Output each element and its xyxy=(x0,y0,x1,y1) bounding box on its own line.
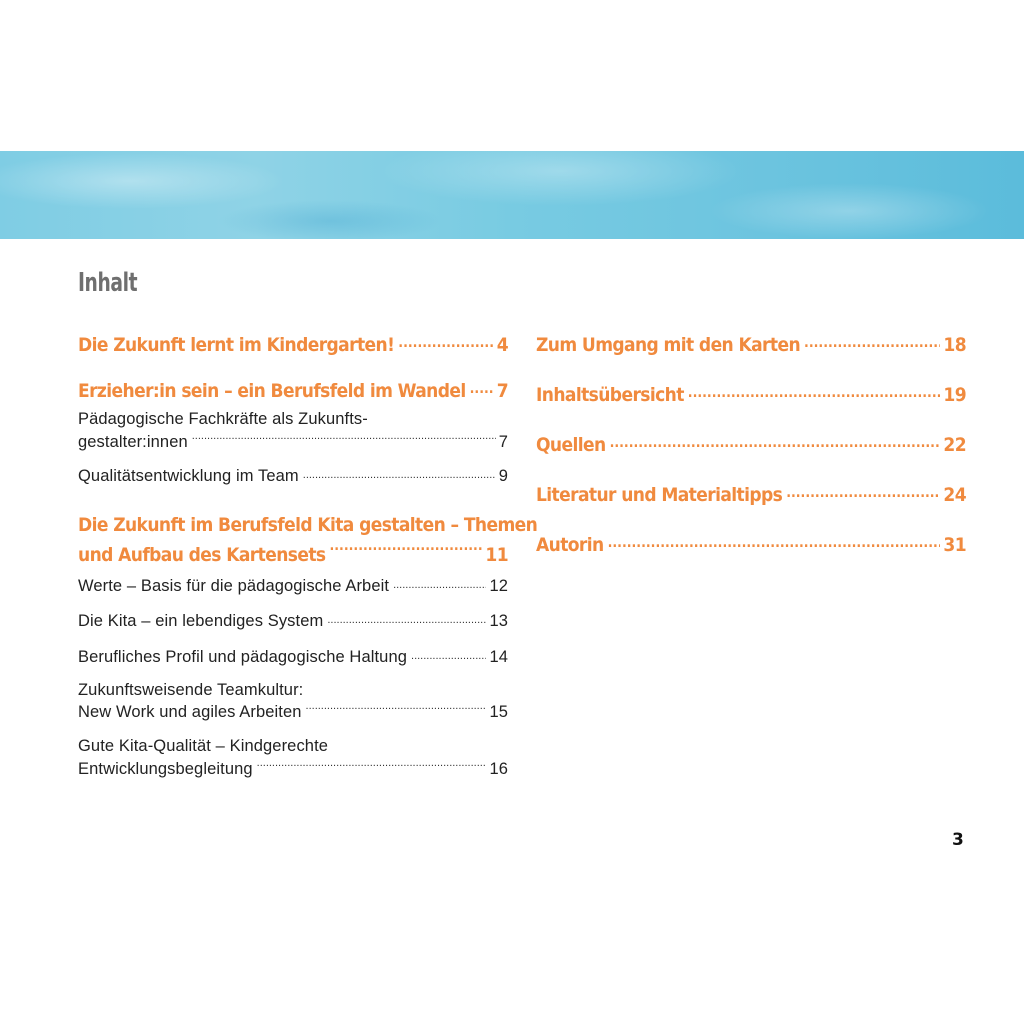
toc-entry[interactable] xyxy=(536,382,966,406)
toc-entry[interactable] xyxy=(78,378,508,402)
dot-leader xyxy=(306,701,487,718)
toc-entry-page: 7 xyxy=(496,380,508,402)
toc-entry-page: 12 xyxy=(489,576,508,595)
toc-entry-page: 4 xyxy=(496,334,508,356)
dot-leader xyxy=(610,432,941,451)
toc-entry-page: 11 xyxy=(485,544,508,566)
dot-leader xyxy=(608,532,941,551)
dot-leader xyxy=(470,378,494,397)
dot-leader xyxy=(688,382,941,401)
toc-entry[interactable] xyxy=(78,610,508,632)
dot-leader xyxy=(393,574,486,591)
toc-entry-title-line1: Zukunftsweisende Teamkultur: xyxy=(78,680,304,699)
toc-entry-page: 7 xyxy=(498,432,508,451)
toc-entry[interactable] xyxy=(536,482,966,506)
toc-entry-page: 16 xyxy=(489,759,508,778)
dot-leader xyxy=(804,332,940,351)
toc-right-column xyxy=(536,332,966,556)
dot-leader xyxy=(398,332,493,351)
toc-entry-page: 18 xyxy=(943,334,966,356)
dot-leader xyxy=(303,465,496,482)
dot-leader xyxy=(192,430,496,447)
toc-entry[interactable] xyxy=(78,332,508,356)
toc-entry-page: 15 xyxy=(489,703,508,721)
toc-entry[interactable] xyxy=(78,645,508,667)
toc-entry-page: 22 xyxy=(943,434,966,456)
toc-entry-title-line1: Pädagogische Fachkräfte als Zukunfts- xyxy=(78,410,368,428)
toc-entry[interactable] xyxy=(78,510,538,570)
toc-entry-title: Berufliches Profil und pädagogische Haltung xyxy=(78,647,408,666)
toc-entry-title-line1: Gute Kita-Qualität – Kindgerechte xyxy=(78,737,329,755)
toc-title: Inhalt xyxy=(78,268,138,298)
toc-entry-page: 9 xyxy=(498,467,508,485)
dot-leader xyxy=(786,482,940,501)
toc-entry[interactable] xyxy=(78,408,508,453)
header-banner xyxy=(0,151,1024,239)
toc-entry-page: 13 xyxy=(489,612,508,630)
toc-entry[interactable] xyxy=(536,332,966,356)
toc-entry[interactable] xyxy=(536,532,966,556)
toc-entry-title-line1: Die Zukunft im Berufsfeld Kita gestalten – Themen xyxy=(78,514,538,536)
toc-entry-title: Autorin xyxy=(536,534,604,556)
toc-entry-title: New Work und agiles Arbeiten xyxy=(78,703,302,721)
toc-entry[interactable] xyxy=(78,465,508,487)
toc-entry-title: Erzieher:in sein – ein Berufsfeld im Wandel xyxy=(78,380,466,402)
toc-entry-title: Die Kita – ein lebendiges System xyxy=(78,612,324,630)
page-number: 3 xyxy=(952,830,964,850)
toc-entry-title: gestalter:innen xyxy=(78,432,188,451)
toc-entry[interactable] xyxy=(78,574,508,596)
dot-leader xyxy=(257,757,487,774)
toc-entry-title: Die Zukunft lernt im Kindergarten! xyxy=(78,334,395,356)
toc-entry-page: 14 xyxy=(489,647,508,666)
toc-entry-title: Qualitätsentwicklung im Team xyxy=(78,467,299,485)
toc-entry-title: Literatur und Materialtipps xyxy=(536,484,783,506)
toc-entry-title: Zum Umgang mit den Karten xyxy=(536,334,801,356)
toc-entry-title: und Aufbau des Kartensets xyxy=(78,544,326,566)
dot-leader xyxy=(327,610,486,627)
toc-entry-page: 24 xyxy=(943,484,966,506)
toc-entry-title: Entwicklungsbegleitung xyxy=(78,759,253,778)
toc-entry-title: Inhaltsübersicht xyxy=(536,384,684,406)
toc-left-column xyxy=(78,332,538,780)
dot-leader xyxy=(329,542,482,561)
toc-entry-page: 31 xyxy=(943,534,966,556)
toc-entry-page: 19 xyxy=(943,384,966,406)
toc-entry-title: Quellen xyxy=(536,434,606,456)
toc-entry[interactable] xyxy=(78,735,508,780)
toc-entry-title: Werte – Basis für die pädagogische Arbeit xyxy=(78,576,390,595)
toc-entry[interactable] xyxy=(536,432,966,456)
dot-leader xyxy=(411,645,486,662)
toc-entry[interactable] xyxy=(78,679,508,724)
